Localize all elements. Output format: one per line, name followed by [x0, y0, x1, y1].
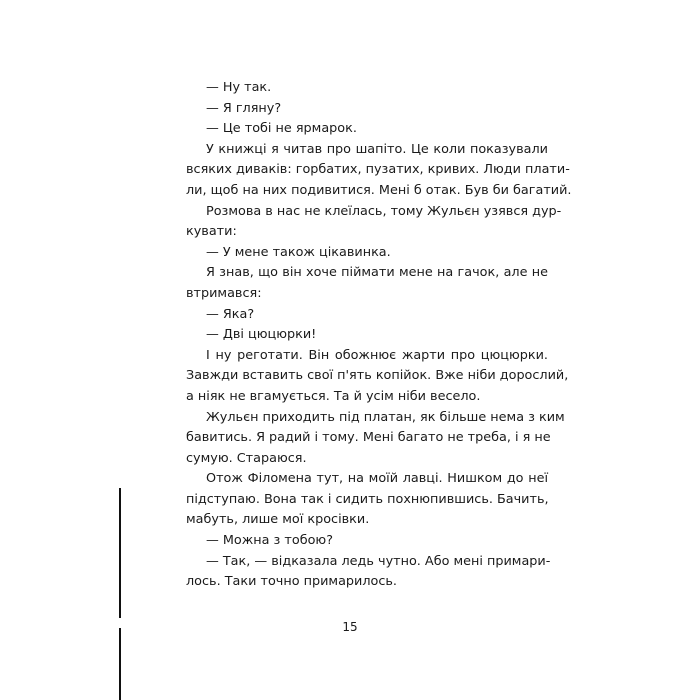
- text-line: І ну реготати. Він обожнює жарти про цюцюрки.: [206, 347, 548, 363]
- text-line: ли, щоб на них подивитися. Мені б отак. Був би багатий.: [186, 182, 572, 198]
- text-line: — Можна з тобою?: [206, 533, 333, 549]
- text-line: — Яка?: [206, 306, 255, 322]
- text-line: кувати:: [186, 224, 237, 240]
- text-line: втримався:: [186, 285, 262, 301]
- body-text: [186, 78, 572, 593]
- text-line: Я знав, що він хоче піймати мене на гачок, але не: [206, 265, 548, 281]
- text-line: — Я гляну?: [206, 100, 282, 116]
- text-line: — У мене також цікавинка.: [206, 244, 391, 260]
- text-line: Розмова в нас не клеїлась, тому Жульєн узявся дур-: [206, 203, 562, 219]
- text-line: — Так, — відказала ледь чутно. Або мені примари-: [206, 553, 551, 569]
- text-line: сумую. Стараюся.: [186, 450, 307, 466]
- text-line: мабуть, лише мої кросівки.: [186, 512, 370, 528]
- text-line: Отож Філомена тут, на моїй лавці. Нишком до неї: [206, 471, 548, 487]
- text-line: Жульєн приходить під платан, як більше нема з ким: [206, 409, 565, 425]
- text-line: — Ну так.: [206, 80, 272, 95]
- text-line: лось. Таки точно примарилось.: [186, 574, 397, 590]
- text-line: а ніяк не вгамується. Та й усім ніби весело.: [186, 388, 481, 404]
- text-line: — Це тобі не ярмарок.: [206, 121, 357, 137]
- crop-mark-lower: [119, 628, 121, 700]
- text-line: У книжці я читав про шапіто. Це коли показували: [206, 141, 548, 157]
- page-number: 15: [342, 620, 358, 634]
- crop-mark-upper: [119, 488, 121, 618]
- text-line: бавитись. Я радий і тому. Мені багато не треба, і я не: [186, 430, 551, 446]
- text-line: всяких диваків: горбатих, пузатих, кривих. Люди плати-: [186, 162, 570, 178]
- text-line: Завжди вставить свої п'ять копійок. Вже ніби дорослий,: [186, 368, 569, 384]
- text-line: — Дві цюцюрки!: [206, 327, 317, 343]
- text-line: підступаю. Вона так і сидить похнюпившись. Бачить,: [186, 491, 549, 507]
